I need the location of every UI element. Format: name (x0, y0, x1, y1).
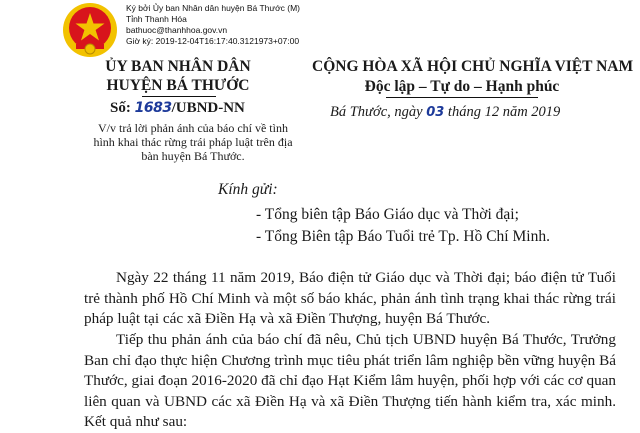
issuing-organization (98, 57, 258, 95)
nation-title: CỘNG HÒA XÃ HỘI CHỦ NGHĨA VIỆT NAM (312, 58, 634, 75)
date-suffix: tháng 12 năm 2019 (447, 104, 561, 120)
nation-motto: Độc lập – Tự do – Hạnh phúc (364, 78, 560, 95)
body-paragraph-1: Ngày 22 tháng 11 năm 2019, Báo điện tử Giáo dục và Thời đại; báo điện tử Tuổi trẻ thành phố Hồ Chí Minh và một số báo khác, phản ánh tình trạng khai thác rừng trái pháp luật tại các xã Điền Hạ và xã Điền Thượng, huyện Bá Thước. (84, 269, 616, 327)
org-underline (142, 96, 216, 97)
signed-time: Giờ ký: 2019-12-04T16:17:40.3121973+07:00 (126, 36, 300, 46)
doc-number-handwritten: 1683 (134, 100, 172, 116)
email: bathuoc@thanhhoa.gov.vn (126, 25, 228, 35)
doc-number-prefix: Số: (110, 100, 131, 116)
place-and-date (330, 104, 560, 121)
document-subject: V/v trả lời phản ánh của báo chí về tình hình khai thác rừng trái pháp luật trên địa bàn huyện Bá Thước. (93, 121, 293, 163)
document-number (110, 100, 245, 117)
org-line-1: ỦY BAN NHÂN DÂN (105, 58, 251, 75)
digital-signature-info (126, 3, 300, 47)
date-day-handwritten: 03 (426, 105, 445, 120)
province: Tỉnh Thanh Hóa (126, 14, 187, 24)
recipient-item: - Tổng Biên tập Báo Tuổi trẻ Tp. Hồ Chí Minh. (256, 228, 550, 245)
body-paragraph-2: Tiếp thu phản ánh của báo chí đã nêu, Chủ tịch UBND huyện Bá Thước, Trưởng Ban chỉ đạo thực hiện Chương trình mục tiêu phát triển lâm nghiệp bền vững huyện Bá Thước, giai đoạn 2016-2020 đã chỉ đạo Hạt Kiểm lâm huyện, phối hợp với các cơ quan liên quan và UBND các xã Điền Hạ và xã Điền Thượng tiến hành kiểm tra, xác minh. Kết quả như sau: (84, 331, 616, 430)
date-prefix: Bá Thước, ngày (330, 104, 423, 120)
greeting: Kính gửi: (218, 181, 278, 198)
national-emblem-icon (62, 2, 118, 58)
doc-number-suffix: /UBND-NN (171, 100, 245, 116)
motto-underline (386, 97, 538, 98)
recipient-item: - Tổng biên tập Báo Giáo dục và Thời đại; (256, 206, 519, 223)
signed-by: Ký bởi Ủy ban Nhân dân huyện Bá Thước (M) (126, 3, 301, 13)
org-line-2: HUYỆN BÁ THƯỚC (106, 77, 250, 94)
national-heading (312, 57, 634, 97)
